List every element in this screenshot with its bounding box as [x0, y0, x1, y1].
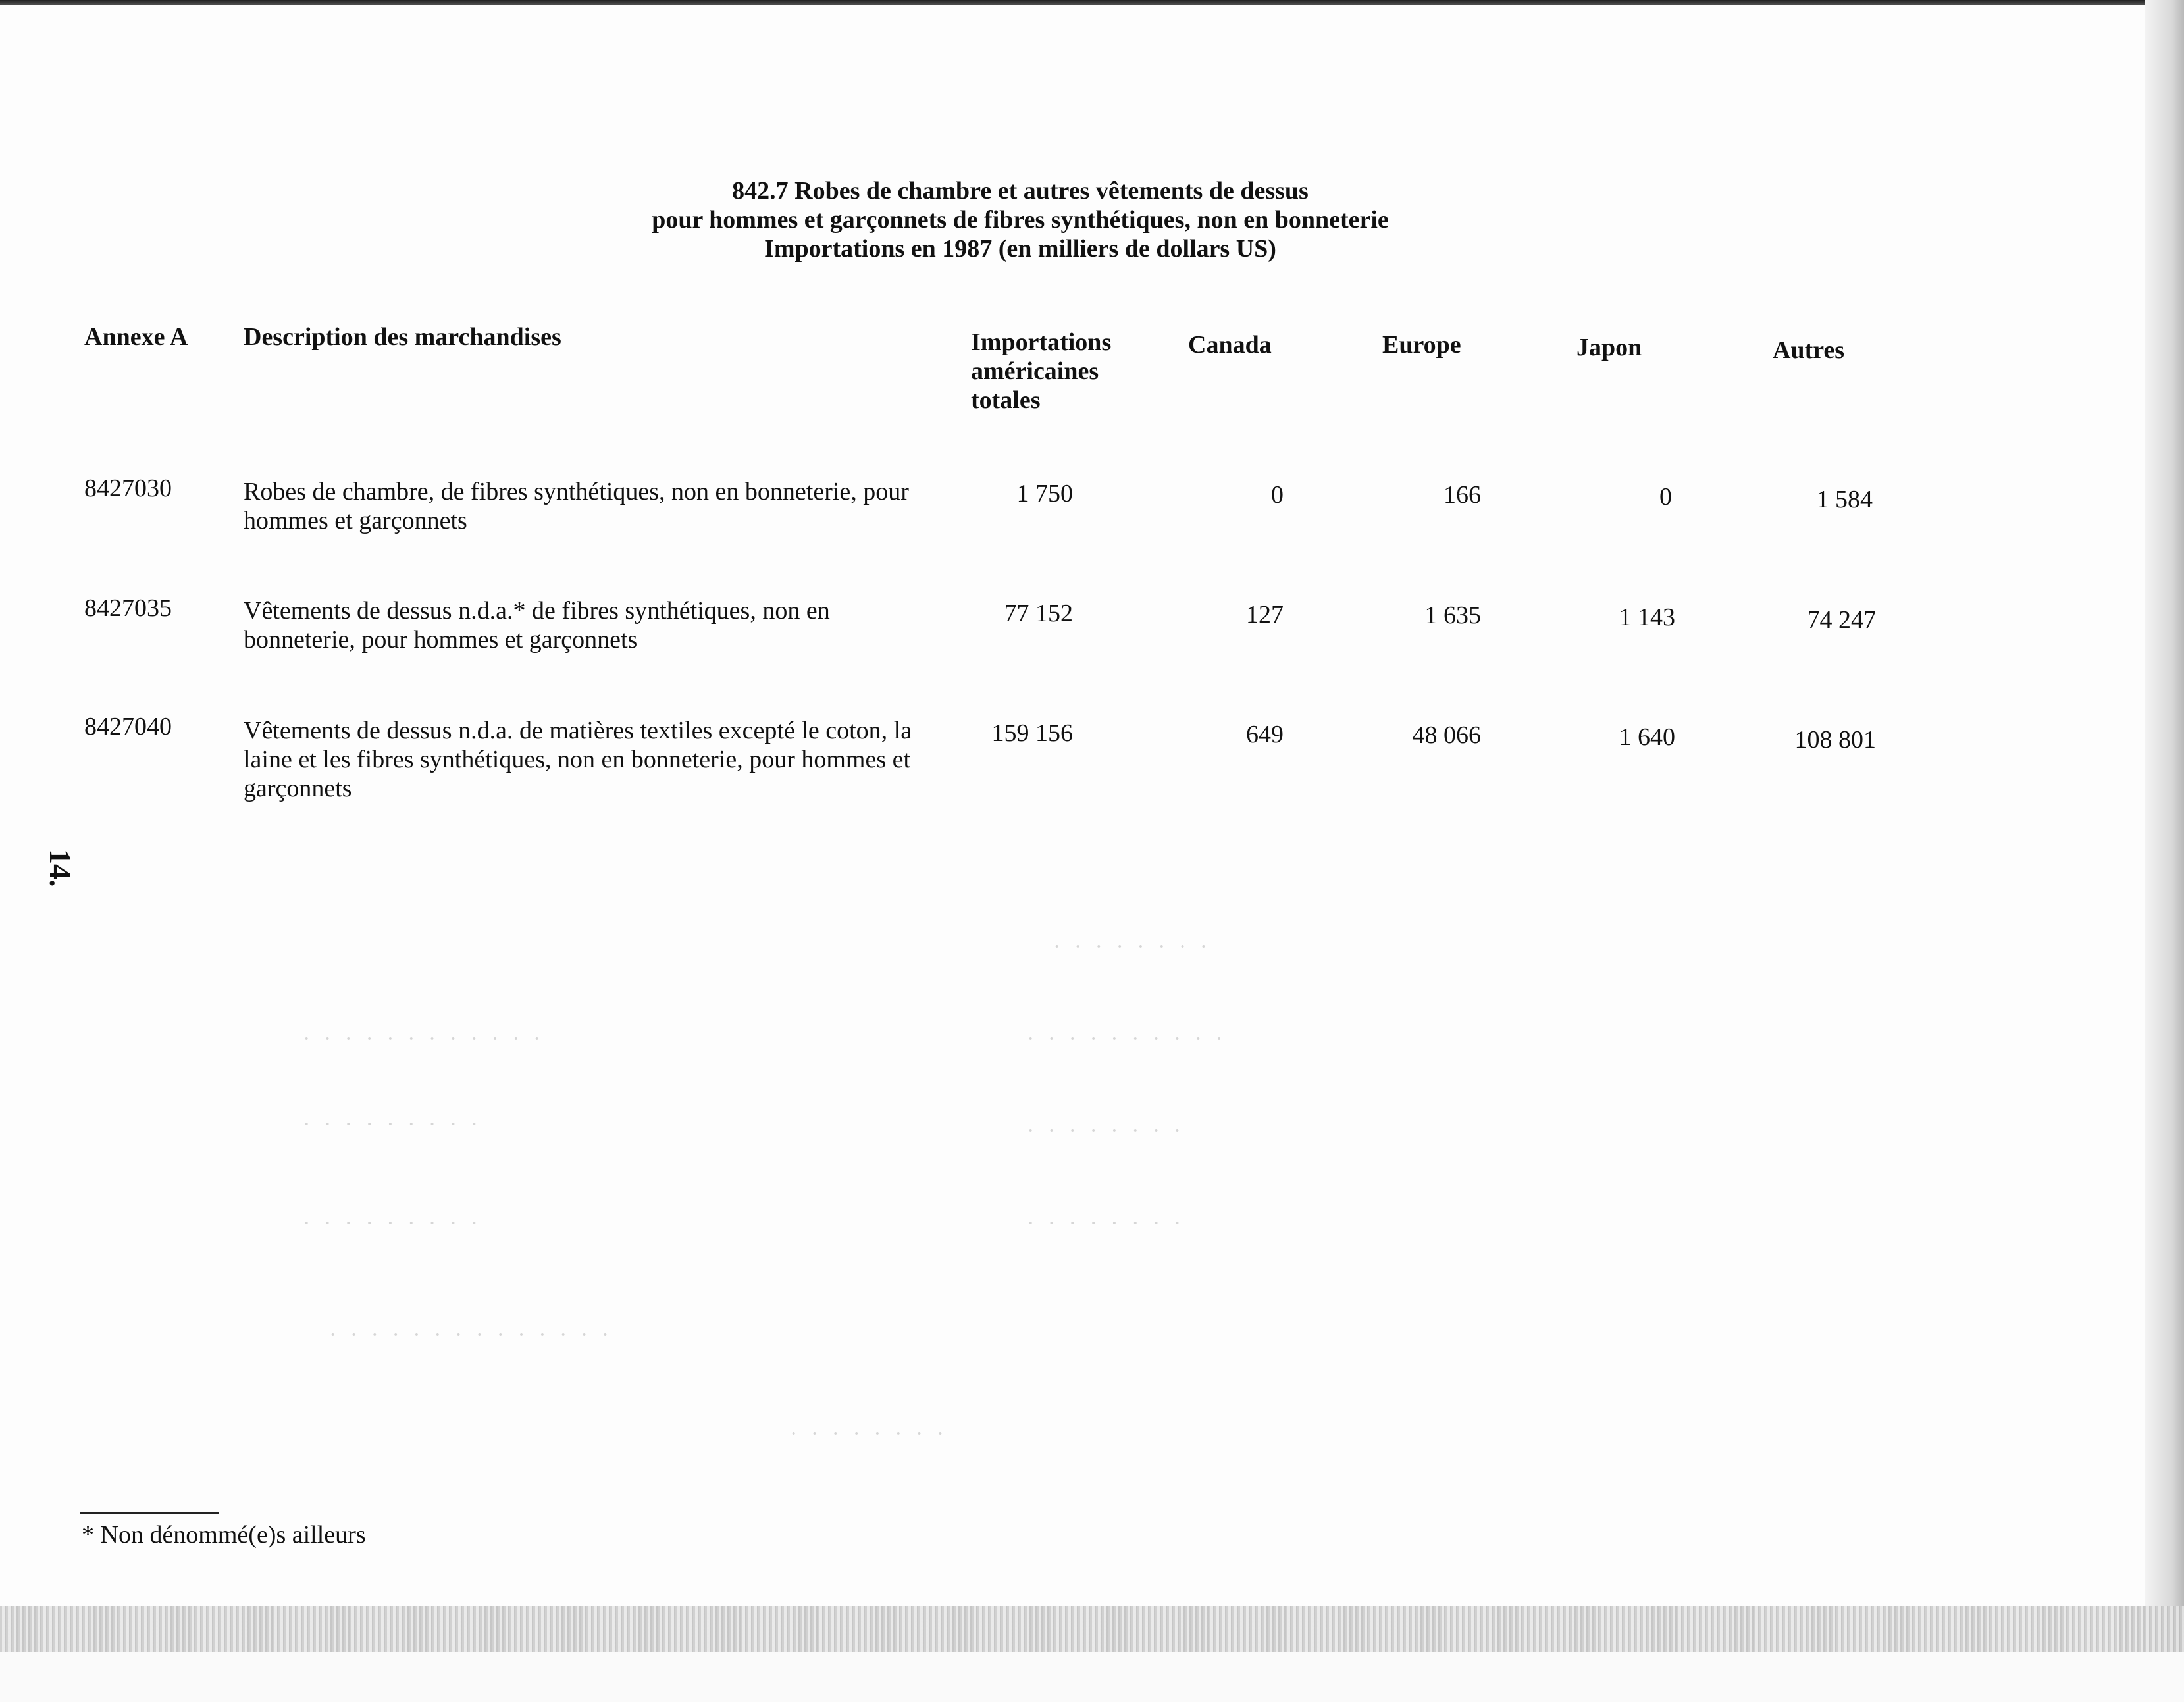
- row2-europe: 1 635: [1424, 602, 1481, 629]
- bleed-through-mark: · · · · · · · · · · · ·: [303, 1027, 545, 1051]
- bleed-through-mark: · · · · · · · ·: [1053, 935, 1212, 959]
- row2-canada: 127: [1246, 601, 1284, 629]
- top-border: [0, 0, 2184, 5]
- header-us-total-line1: Importations: [971, 328, 1112, 356]
- bleed-through-mark: · · · · · · · ·: [1027, 1211, 1185, 1235]
- row3-canada: 649: [1246, 721, 1284, 748]
- row1-canada: 0: [1271, 481, 1284, 509]
- page-number: 14.: [43, 849, 77, 887]
- title-line-1: 842.7 Robes de chambre et autres vêtements de dessus: [732, 177, 1309, 205]
- row3-others: 108 801: [1794, 726, 1876, 754]
- header-us-total-line2: américaines: [971, 357, 1099, 385]
- bleed-through-mark: · · · · · · · ·: [1027, 1119, 1185, 1143]
- row2-description: Vêtements de dessus n.d.a.* de fibres synthétiques, non en bonneterie, pour hommes et garçonnets: [244, 597, 830, 654]
- row1-annex: 8427030: [84, 475, 172, 502]
- row2-annex: 8427035: [84, 594, 172, 622]
- scan-edge-bottom: [0, 1606, 2184, 1652]
- row1-description: Robes de chambre, de fibres synthétiques, non en bonneterie, pour hommes et garçonnets: [244, 478, 909, 534]
- header-japan: Japon: [1576, 334, 1642, 361]
- header-canada: Canada: [1188, 331, 1272, 359]
- row1-europe: 166: [1443, 481, 1481, 509]
- row2-others: 74 247: [1807, 606, 1876, 634]
- row3-description: Vêtements de dessus n.d.a. de matières textiles excepté le coton, la laine et les fibres synthétiques, non en bonneterie, pour hommes et garçonnets: [244, 717, 912, 802]
- header-description: Description des marchandises: [244, 323, 561, 351]
- row3-annex: 8427040: [84, 713, 172, 740]
- header-others: Autres: [1773, 336, 1845, 364]
- row1-japan: 0: [1659, 483, 1672, 511]
- header-annex: Annexe A: [84, 323, 188, 351]
- row2-us-total: 77 152: [1004, 600, 1073, 627]
- bleed-through-mark: · · · · · · · · ·: [303, 1211, 482, 1235]
- footnote: * Non dénommé(e)s ailleurs: [82, 1521, 366, 1549]
- row3-us-total: 159 156: [991, 719, 1073, 747]
- row1-others: 1 584: [1816, 486, 1873, 513]
- header-us-total-line3: totales: [971, 386, 1041, 414]
- row2-japan: 1 143: [1619, 604, 1675, 631]
- title-line-3: Importations en 1987 (en milliers de dollars US): [764, 235, 1276, 263]
- row3-japan: 1 640: [1619, 723, 1675, 751]
- bleed-through-mark: · · · · · · · · ·: [303, 1112, 482, 1137]
- row1-us-total: 1 750: [1016, 480, 1073, 507]
- footnote-divider: [80, 1512, 219, 1514]
- page-margin-bottom: [0, 1652, 2184, 1702]
- bleed-through-mark: · · · · · · · · · ·: [1027, 1027, 1227, 1051]
- row3-europe: 48 066: [1412, 721, 1481, 749]
- bleed-through-mark: · · · · · · · · · · · · · ·: [329, 1323, 613, 1347]
- header-us-total: [971, 328, 1111, 415]
- bleed-through-mark: · · · · · · · ·: [790, 1422, 949, 1446]
- title-line-2: pour hommes et garçonnets de fibres synthétiques, non en bonneterie: [652, 206, 1389, 234]
- scan-edge-right: [2145, 0, 2184, 1702]
- table-title: [461, 176, 1580, 263]
- header-europe: Europe: [1382, 331, 1461, 359]
